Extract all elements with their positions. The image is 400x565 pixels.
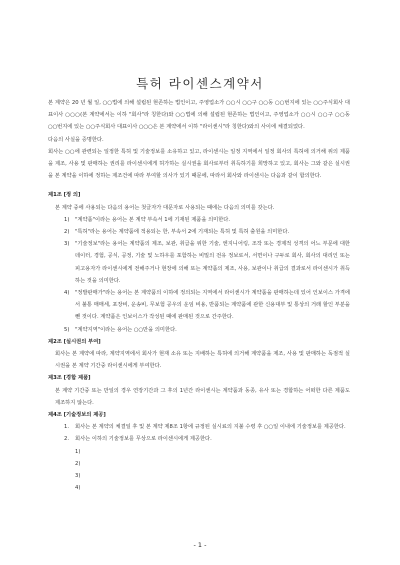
item-number: 1): [64, 216, 70, 223]
preamble-paragraph-3: 회사는 ○○에 관련되는 일정한 특허 및 기술정보를 소유하고 있고, 라이센시는 일정 지역에서 일정 회사의 특허에 의거해 위의 제품을 제조, 사용 및 판매하는 권리를 라이센시에게 허가하는 실시권을 회사로부터 취득하기를 희망하고 있고, 회사는 그와 같은 실시권을 본 계약을 이하에 정하는 제조건에 따라 부여할 의사가 있기 때문에, 따라서 회사와 라이센시는 다음과 같이 합의한다.: [48, 148, 350, 180]
item-number: 5): [64, 326, 70, 333]
article-1-item-4: [64, 287, 350, 324]
document-title: 특허 라이센스계약서: [136, 76, 264, 91]
article-4-item-1: [64, 421, 350, 433]
item-number: 2.: [64, 436, 70, 443]
item-text: "계약품"이라는 용어는 본 계약 부속서 1에 기재된 제품을 의미한다.: [75, 216, 231, 223]
article-2-heading: 제2조 [실시권의 부여]: [48, 338, 101, 345]
item-number: [64, 482, 75, 494]
article-4-subitem-3: [64, 470, 350, 482]
item-text: "기술정보"라는 용어는 계약품의 제조, 보관, 취급을 위한 기술, 엔지니어링, 조작 또는 경제적 성격의 어느 부문에 대한 데이터, 경험, 공식, 공정, 기술 및 노하우를 포함하는 비밀의 전유 정보로서, 서면이나 구두로 회사, 회사의 대리인 또는 피고용자가 라이센시에게 전해주거나 현장에 의해 또는 계약품의 제조, 사용, 보관이나 취급의 결과로서 라이센시가 취득하는 것을 의미한다.: [75, 241, 350, 284]
article-1-intro: 본 계약 중에 사용되는 다음의 용어는 첫글자가 대문자로 사용되는 때에는 다음의 의미를 갖는다.: [55, 204, 275, 211]
article-4-subitem-2: [64, 458, 350, 470]
preamble-paragraph-1: 본 계약은 20 년 월 일, ○○법에 의해 설립된 현존하는 법인이고, 주영업소가 ○○시 ○○구 ○○동 ○○번지에 있는 ○○주식회사 대표이사 ○○○(본 계약에서는 이하 "회사"라 칭한다)와 ○○법에 의해 설립된 현존하는 법인이고, 주영업소가 ○○시 ○○구 ○○동 ○○번지에 있는 ○○주식회사 대표이사 ○○○은 본 계약에서 이하 "라이센시"라 칭한다)와의 사이에 체결되었다.: [48, 100, 350, 131]
preamble-paragraph-2: 다음의 사실을 증명한다.: [48, 136, 104, 143]
article-1-heading: 제1조 [정 의]: [48, 192, 81, 199]
item-text: 3): [75, 473, 81, 480]
page-number: - 1 -: [193, 541, 207, 549]
article-1-item-3: [64, 238, 350, 287]
article-4-item-2: [64, 433, 350, 445]
item-number: 2): [64, 229, 70, 236]
article-1-item-5: [64, 324, 350, 336]
document-body: [48, 97, 350, 495]
item-number: 3): [64, 241, 70, 248]
item-number: 1.: [64, 424, 70, 431]
item-text: 4): [75, 485, 81, 492]
item-text: 1): [75, 448, 81, 455]
article-4-subitem-4: [64, 482, 350, 494]
item-number: [64, 458, 75, 470]
item-number: [64, 446, 75, 458]
article-4-subitem-1: [64, 446, 350, 458]
article-4-heading: 제4조 [기술정보의 제공]: [48, 412, 106, 419]
item-text: 회사는 본 계약의 체결일 후 및 본 계약 제8조 1항에 규정된 실시료의 지불 수령 후 ○○일 이내에 기술정보를 제공한다.: [75, 424, 346, 431]
item-text: "특허"라는 용어는 계약품에 적용되는 한, 부속서 2에 기재되는 특허 및 특허 출원을 의미한다.: [75, 229, 290, 236]
item-text: "계약지역"이라는 용어는 ○○만을 의미한다.: [75, 326, 177, 333]
item-text: "정발판매가"라는 용어는 본 계약품의 이하에 정의되는 지역에서 라이센시가 계약품을 판매하는데 있어 인보이스 가격에서 불통 매매세, 포장비, 운송비, 무보험 공우의 운임 비용, 반품되는 계약품에 관한 신용대부 및 통상의 거래 할인 부분을 뺀 것이다. 계약품은 인보이스가 작성된 때에 판매된 것으로 간주한다.: [75, 290, 350, 321]
item-number: [64, 470, 75, 482]
item-number: 4): [64, 290, 70, 297]
item-text: 회사는 이하의 기술정보를 무상으로 라이센시에게 제공한다.: [75, 436, 212, 443]
article-3-heading: 제3조 [경합 제품]: [48, 375, 91, 382]
article-1-item-2: [64, 226, 350, 238]
article-1-item-1: [64, 214, 350, 226]
article-2-intro: 회사는 본 계약에 따라, 계약지역에서 회사가 현재 소유 또는 지배하는 특허에 의거해 계약품을 제조, 사용 및 판매하는 독점적 실시권을 본 계약 기간중 라이센시에게 부여한다.: [55, 351, 350, 370]
item-text: 2): [75, 460, 81, 467]
article-3-intro: 본 계약 기간중 또는 만일의 경우 연장기간과 그 후의 1년간 라이센시는 계약품과 동종, 유사 또는 경합하는 어떠한 다른 제품도 제조하지 않는다.: [55, 387, 350, 406]
